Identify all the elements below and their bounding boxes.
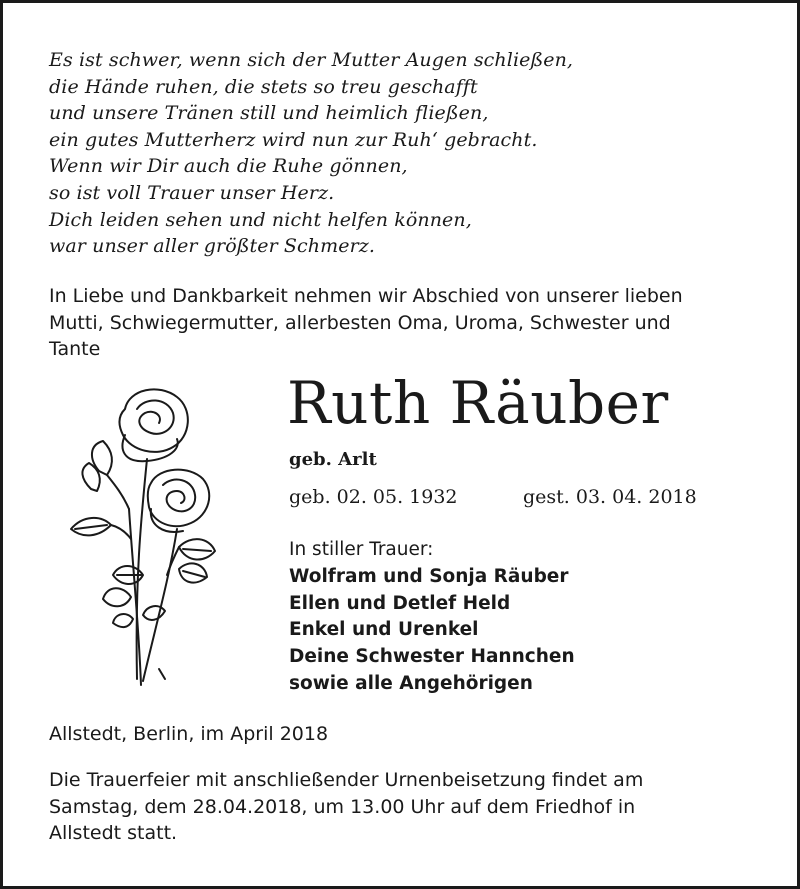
- mourner-name: Wolfram und Sonja Räuber: [289, 565, 569, 587]
- birth-date: geb. 02. 05. 1932: [289, 486, 458, 508]
- poem-line: ein gutes Mutterherz wird nun zur Ruh‘ gebracht.: [49, 128, 538, 151]
- mourner-name: Ellen und Detlef Held: [289, 592, 511, 614]
- place-date: Allstedt, Berlin, im April 2018: [49, 723, 329, 745]
- poem-line: Dich leiden sehen und nicht helfen können,: [49, 208, 472, 231]
- mourners-list: [289, 537, 575, 698]
- funeral-line: Die Trauerfeier mit anschließender Urnenbeisetzung findet am: [49, 769, 644, 791]
- mourner-name: sowie alle Angehörigen: [289, 672, 533, 694]
- poem-line: und unsere Tränen still und heimlich fließen,: [49, 102, 489, 125]
- poem-line: Wenn wir Dir auch die Ruhe gönnen,: [49, 155, 408, 178]
- intro-text: [49, 283, 769, 363]
- birth-name: geb. Arlt: [289, 449, 377, 470]
- mourners-lead: In stiller Trauer:: [289, 539, 434, 560]
- poem-line: war unser aller größter Schmerz.: [49, 235, 376, 258]
- poem-line: die Hände ruhen, die stets so treu geschafft: [49, 75, 478, 98]
- funeral-line: Allstedt statt.: [49, 822, 178, 844]
- mourner-name: Deine Schwester Hannchen: [289, 646, 575, 668]
- poem-line: Es ist schwer, wenn sich der Mutter Augen schließen,: [49, 49, 574, 71]
- mourner-name: Enkel und Urenkel: [289, 619, 479, 641]
- death-date: gest. 03. 04. 2018: [523, 486, 697, 508]
- intro-line: Tante: [49, 338, 101, 360]
- roses-drawing-icon: [59, 379, 219, 699]
- funeral-notice: [49, 767, 769, 847]
- poem-line: so ist voll Trauer unser Herz.: [49, 181, 335, 204]
- poem: [49, 47, 769, 260]
- intro-line: Mutti, Schwiegermutter, allerbesten Oma, Uroma, Schwester und: [49, 311, 671, 334]
- deceased-name: Ruth Räuber: [287, 369, 669, 437]
- funeral-line: Samstag, dem 28.04.2018, um 13.00 Uhr auf dem Friedhof in: [49, 795, 636, 818]
- intro-line: In Liebe und Dankbarkeit nehmen wir Abschied von unserer lieben: [49, 285, 683, 307]
